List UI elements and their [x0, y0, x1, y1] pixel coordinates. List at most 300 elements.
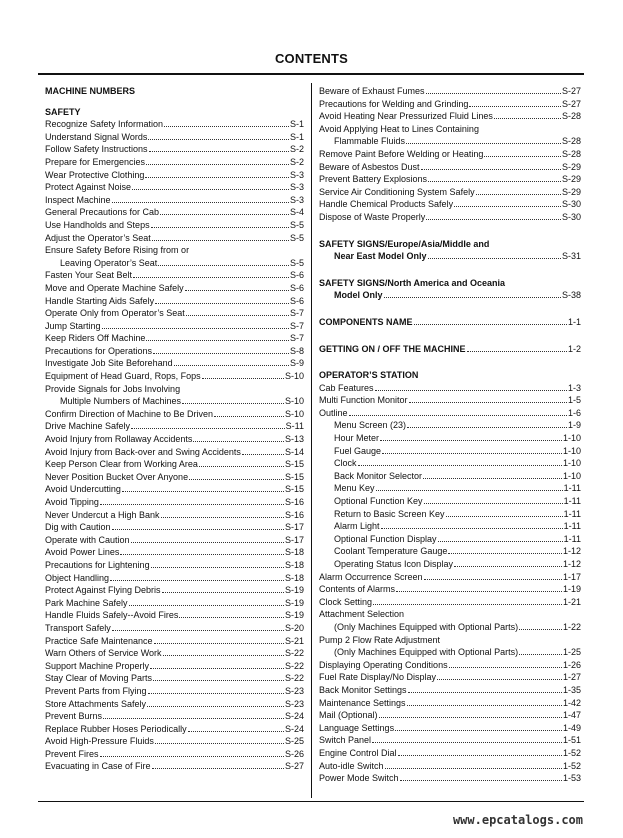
toc-entry[interactable]	[319, 85, 581, 98]
toc-page-number: 1-2	[567, 343, 581, 354]
toc-entry[interactable]	[45, 307, 304, 320]
toc-page-number: 1-11	[563, 496, 581, 507]
toc-entry-title: Drive Machine Safely	[45, 421, 131, 432]
dot-leader	[164, 126, 289, 127]
toc-entry[interactable]	[319, 659, 581, 672]
toc-left-column	[45, 85, 304, 773]
toc-page-number: S-22	[284, 648, 304, 659]
dot-leader	[484, 156, 561, 157]
toc-entry-title: Never Position Bucket Over Anyone	[45, 471, 189, 482]
toc-page-number: S-21	[284, 635, 304, 646]
dot-leader	[373, 604, 562, 605]
toc-entry[interactable]	[45, 282, 304, 295]
toc-entry[interactable]	[319, 571, 581, 584]
toc-entry[interactable]	[319, 470, 581, 483]
toc-entry[interactable]	[319, 722, 581, 735]
toc-entry[interactable]	[45, 433, 304, 446]
dot-leader	[446, 516, 563, 517]
toc-entry[interactable]	[319, 558, 581, 571]
toc-page-number: 1-19	[562, 584, 581, 595]
toc-entry[interactable]	[45, 370, 304, 383]
spacer	[45, 98, 304, 106]
dot-leader	[396, 591, 562, 592]
toc-entry-title: Avoid Injury from Rollaway Accidents	[45, 434, 193, 445]
toc-page-number: S-2	[289, 144, 304, 155]
toc-entry[interactable]	[319, 419, 581, 432]
toc-entry-title: Dispose of Waste Properly	[319, 211, 426, 222]
toc-entry[interactable]	[319, 533, 581, 546]
toc-page-number: S-19	[284, 610, 304, 621]
toc-entry[interactable]	[45, 622, 304, 635]
toc-page-number: S-27	[284, 761, 304, 772]
toc-entry-title: Transport Safely	[45, 622, 111, 633]
dot-leader	[469, 106, 561, 107]
dot-leader	[423, 478, 562, 479]
dot-leader	[153, 353, 289, 354]
toc-entry-title: Contents of Alarms	[319, 584, 396, 595]
toc-entry-title: Stay Clear of Moving Parts	[45, 673, 153, 684]
toc-entry[interactable]	[45, 698, 304, 711]
toc-entry-line: Attachment Selection	[319, 609, 405, 620]
toc-page-number: 1-10	[562, 470, 581, 481]
dot-leader	[407, 427, 567, 428]
toc-entry[interactable]	[319, 211, 581, 224]
toc-page-number: S-5	[289, 257, 304, 268]
toc-entry-title: Alarm Light	[334, 521, 380, 532]
dot-leader	[112, 630, 284, 631]
dot-leader	[131, 428, 285, 429]
toc-entry-title: Park Machine Safely	[45, 597, 128, 608]
toc-page-number: 1-22	[562, 621, 581, 632]
toc-entry-title: Prevent Fires	[45, 748, 99, 759]
dot-leader	[449, 667, 562, 668]
toc-entry[interactable]	[319, 621, 581, 634]
dot-leader	[398, 755, 562, 756]
toc-entry-title: Clock Setting	[319, 596, 373, 607]
toc-entry-title: Adjust the Operator’s Seat	[45, 232, 151, 243]
toc-entry[interactable]	[45, 471, 304, 484]
toc-entry[interactable]	[45, 760, 304, 773]
toc-entry-title: Displaying Operating Conditions	[319, 659, 448, 670]
toc-entry[interactable]	[45, 269, 304, 282]
dot-leader	[122, 491, 284, 492]
toc-entry[interactable]	[45, 572, 304, 585]
section-heading: OPERATOR’S STATION	[319, 370, 419, 381]
toc-entry-title: Return to Basic Screen Key	[334, 508, 445, 519]
toc-entry-title: Fasten Your Seat Belt	[45, 270, 133, 281]
dot-leader	[408, 692, 562, 693]
dot-leader	[448, 553, 562, 554]
toc-page-number: 1-51	[562, 735, 581, 746]
toc-entry[interactable]	[45, 509, 304, 522]
toc-entry-line: Provide Signals for Jobs Involving	[45, 383, 181, 394]
toc-entry-title: Prevent Burns	[45, 711, 103, 722]
dot-leader	[476, 194, 561, 195]
dot-leader	[152, 768, 284, 769]
toc-page-number: S-13	[284, 434, 304, 445]
dot-leader	[100, 756, 284, 757]
toc-page-number: 1-11	[563, 521, 581, 532]
toc-entry-title: Dig with Caution	[45, 522, 111, 533]
dot-leader	[193, 441, 284, 442]
toc-entry-title: Wear Protective Clothing	[45, 169, 145, 180]
section-heading: MACHINE NUMBERS	[45, 86, 135, 96]
toc-entry[interactable]	[45, 143, 304, 156]
toc-entry-title: Optional Function Key	[334, 496, 423, 507]
dot-leader	[155, 743, 284, 744]
toc-entry-title: Avoid Undercutting	[45, 484, 121, 495]
toc-page-number: S-24	[284, 723, 304, 734]
toc-entry[interactable]	[319, 173, 581, 186]
toc-page-number: S-22	[284, 673, 304, 684]
dot-leader	[242, 454, 284, 455]
toc-entry-title: Engine Control Dial	[319, 747, 397, 758]
toc-page-number: S-4	[289, 207, 304, 218]
dot-leader	[186, 315, 289, 316]
toc-entry[interactable]	[45, 446, 304, 459]
toc-entry[interactable]	[45, 521, 304, 534]
toc-entry[interactable]	[45, 131, 304, 144]
toc-entry-title: Cab Features	[319, 382, 374, 393]
toc-entry-title: Back Monitor Selector	[334, 470, 423, 481]
toc-entry[interactable]	[319, 671, 581, 684]
dot-leader	[424, 503, 563, 504]
toc-page-number: S-10	[284, 371, 304, 382]
dot-leader	[132, 189, 289, 190]
toc-entry[interactable]	[45, 458, 304, 471]
dot-leader	[409, 402, 567, 403]
dot-leader	[161, 517, 284, 518]
toc-page-number: S-6	[289, 270, 304, 281]
toc-page-number: 1-27	[562, 672, 581, 683]
toc-entry[interactable]	[319, 646, 581, 659]
toc-entry-line: Avoid Applying Heat to Lines Containing	[319, 123, 479, 134]
toc-entry[interactable]	[319, 457, 581, 470]
toc-entry[interactable]	[45, 723, 304, 736]
toc-page-number: S-15	[284, 484, 304, 495]
dot-leader	[382, 453, 562, 454]
toc-page-number: S-10	[284, 408, 304, 419]
toc-page-number: S-7	[289, 308, 304, 319]
toc-page-number: S-6	[289, 295, 304, 306]
toc-page-number: S-19	[284, 597, 304, 608]
toc-entry-title: Investigate Job Site Beforehand	[45, 358, 173, 369]
dot-leader	[151, 227, 289, 228]
toc-entry-line: Pump 2 Flow Rate Adjustment	[319, 634, 441, 645]
toc-entry[interactable]	[319, 760, 581, 773]
toc-entry[interactable]	[45, 408, 304, 421]
dot-leader	[155, 303, 289, 304]
toc-page-number: 1-1	[567, 316, 581, 327]
toc-page-number: 1-21	[562, 596, 581, 607]
toc-entry-title: Leaving Operator’s Seat	[60, 257, 158, 268]
dot-leader	[214, 416, 284, 417]
toc-entry[interactable]	[319, 508, 581, 521]
toc-entry-title: Operate Only from Operator’s Seat	[45, 308, 185, 319]
toc-right-column	[319, 85, 581, 785]
toc-page-number: S-28	[561, 148, 581, 159]
toc-entry-title: Hour Meter	[334, 433, 380, 444]
toc-entry[interactable]	[45, 660, 304, 673]
toc-entry-title: Power Mode Switch	[319, 773, 399, 784]
section-heading-entry[interactable]	[319, 343, 581, 356]
dot-leader	[154, 643, 284, 644]
toc-entry-title: Understand Signal Words	[45, 131, 148, 142]
toc-page-number: S-3	[289, 194, 304, 205]
dot-leader	[162, 592, 284, 593]
dot-leader	[158, 265, 289, 266]
toc-entry[interactable]	[45, 735, 304, 748]
toc-page-number: S-20	[284, 622, 304, 633]
toc-entry[interactable]	[45, 395, 304, 408]
spacer	[319, 263, 581, 277]
toc-entry-line: Ensure Safety Before Rising from or	[45, 245, 190, 256]
toc-entry[interactable]	[45, 534, 304, 547]
toc-entry-title: Jump Starting	[45, 320, 101, 331]
section-heading-entry[interactable]	[319, 316, 581, 329]
toc-entry[interactable]	[45, 156, 304, 169]
dot-leader	[454, 566, 562, 567]
dot-leader	[110, 580, 284, 581]
toc-page-number: 1-12	[562, 546, 581, 557]
toc-entry-title: Remove Paint Before Welding or Heating	[319, 148, 484, 159]
toc-entry[interactable]	[45, 584, 304, 597]
toc-page-number: S-9	[289, 358, 304, 369]
toc-entry-title: Support Machine Properly	[45, 660, 150, 671]
dot-leader	[199, 466, 284, 467]
toc-entry[interactable]	[45, 748, 304, 761]
dot-leader	[131, 542, 284, 543]
section-heading-entry[interactable]	[319, 250, 581, 263]
toc-entry-title: Use Handholds and Steps	[45, 219, 150, 230]
dot-leader	[120, 554, 284, 555]
dot-leader	[148, 139, 289, 140]
footer-rule	[38, 801, 584, 802]
toc-entry-title: Warn Others of Service Work	[45, 648, 162, 659]
toc-entry[interactable]	[45, 332, 304, 345]
toc-entry[interactable]	[45, 320, 304, 333]
toc-page-number: S-1	[289, 119, 304, 130]
toc-entry[interactable]	[319, 734, 581, 747]
dot-leader	[358, 465, 562, 466]
dot-leader	[421, 169, 561, 170]
dot-leader	[372, 742, 562, 743]
toc-entry[interactable]	[319, 407, 581, 420]
toc-entry[interactable]	[45, 169, 304, 182]
toc-page-number: 1-10	[562, 458, 581, 469]
toc-entry[interactable]	[319, 394, 581, 407]
toc-entry[interactable]	[319, 545, 581, 558]
section-heading: SAFETY SIGNS/North America and Oceania	[319, 277, 506, 288]
toc-entry[interactable]	[45, 118, 304, 131]
dot-leader	[100, 504, 284, 505]
toc-entry[interactable]	[45, 496, 304, 509]
toc-entry[interactable]	[319, 445, 581, 458]
toc-page-number: S-27	[561, 98, 581, 109]
toc-page-number: S-6	[289, 282, 304, 293]
spacer	[319, 224, 581, 238]
toc-entry[interactable]	[319, 520, 581, 533]
toc-entry-title: COMPONENTS NAME	[319, 316, 413, 327]
toc-entry-title: Maintenance Settings	[319, 697, 406, 708]
toc-entry[interactable]	[45, 546, 304, 559]
toc-entry-title: Mail (Optional)	[319, 710, 378, 721]
toc-entry-title: Beware of Asbestos Dust	[319, 161, 420, 172]
toc-entry[interactable]	[45, 597, 304, 610]
toc-entry[interactable]	[319, 697, 581, 710]
dot-leader	[428, 181, 561, 182]
toc-entry-title: Store Attachments Safely	[45, 698, 147, 709]
toc-entry[interactable]	[45, 345, 304, 358]
toc-page-number: S-29	[561, 161, 581, 172]
dot-leader	[147, 706, 284, 707]
dot-leader	[174, 365, 289, 366]
toc-page-number: S-30	[561, 199, 581, 210]
toc-entry[interactable]	[319, 98, 581, 111]
toc-page-number: 1-12	[562, 559, 581, 569]
section-heading-entry[interactable]	[319, 289, 581, 302]
toc-page-number: S-24	[284, 711, 304, 722]
toc-entry-title: General Precautions for Cab	[45, 207, 160, 218]
dot-leader	[437, 679, 562, 680]
dot-leader	[146, 164, 289, 165]
toc-entry[interactable]	[45, 206, 304, 219]
toc-entry-title: Near East Model Only	[334, 251, 427, 262]
toc-entry[interactable]	[45, 232, 304, 245]
toc-entry-title: Beware of Exhaust Fumes	[319, 86, 425, 96]
toc-entry[interactable]	[319, 747, 581, 760]
toc-entry-title: (Only Machines Equipped with Optional Parts)	[334, 621, 519, 632]
dot-leader	[146, 340, 289, 341]
dot-leader	[426, 219, 561, 220]
toc-entry[interactable]	[319, 186, 581, 199]
toc-entry[interactable]	[45, 257, 304, 270]
toc-entry-title: Handle Starting Aids Safely	[45, 295, 155, 306]
dot-leader	[414, 324, 567, 325]
toc-entry-title: Evacuating in Case of Fire	[45, 761, 151, 772]
toc-page-number: 1-47	[562, 710, 581, 721]
toc-entry-title: Precautions for Welding and Grinding	[319, 98, 469, 109]
toc-entry[interactable]	[45, 219, 304, 232]
dot-leader	[202, 378, 284, 379]
toc-entry[interactable]	[319, 161, 581, 174]
toc-page-number: S-8	[289, 345, 304, 356]
toc-page-number: 1-10	[562, 445, 581, 456]
toc-entry[interactable]	[45, 647, 304, 660]
toc-page-number: S-16	[284, 497, 304, 507]
toc-entry-title: Switch Panel	[319, 735, 372, 746]
toc-entry-title: Operate with Caution	[45, 534, 130, 545]
toc-entry[interactable]	[45, 357, 304, 370]
toc-entry-title: Handle Chemical Products Safely	[319, 199, 454, 210]
toc-entry-title: Prepare for Emergencies	[45, 156, 146, 167]
toc-entry-title: Outline	[319, 407, 348, 418]
toc-entry-title: Replace Rubber Hoses Periodically	[45, 723, 187, 734]
toc-entry[interactable]	[319, 596, 581, 609]
toc-entry-title: Multi Function Monitor	[319, 395, 408, 406]
toc-entry[interactable]	[319, 110, 581, 123]
toc-page-number: S-25	[284, 736, 304, 747]
dot-leader	[467, 351, 567, 352]
toc-entry[interactable]	[45, 685, 304, 698]
toc-entry[interactable]	[45, 559, 304, 572]
toc-entry[interactable]	[319, 495, 581, 508]
toc-entry-title: Precautions for Operations	[45, 345, 153, 356]
toc-entry[interactable]	[45, 420, 304, 433]
dot-leader	[153, 680, 284, 681]
dot-leader	[375, 390, 567, 391]
section-heading: SAFETY	[45, 106, 81, 117]
toc-entry-title: Operating Status Icon Display	[334, 559, 454, 569]
toc-page-number: S-2	[289, 156, 304, 167]
title-rule	[38, 73, 584, 75]
toc-entry-title: Multiple Numbers of Machines	[60, 396, 182, 407]
toc-entry[interactable]	[319, 135, 581, 148]
toc-page-number: 1-11	[563, 533, 581, 544]
toc-entry[interactable]	[45, 710, 304, 723]
dot-leader	[376, 490, 563, 491]
toc-entry[interactable]	[45, 181, 304, 194]
toc-entry[interactable]	[45, 609, 304, 622]
toc-page-number: S-11	[285, 421, 304, 432]
toc-page-number: S-27	[561, 86, 581, 96]
toc-entry[interactable]	[319, 382, 581, 395]
toc-entry[interactable]	[319, 684, 581, 697]
toc-page-number: S-29	[561, 186, 581, 197]
toc-page-number: S-23	[284, 685, 304, 696]
dot-leader	[112, 529, 284, 530]
toc-entry-title: Menu Screen (23)	[334, 420, 407, 431]
toc-entry[interactable]	[45, 483, 304, 496]
toc-entry-title: Practice Safe Maintenance	[45, 635, 153, 646]
toc-page-number: S-5	[289, 232, 304, 243]
column-divider	[311, 83, 312, 798]
toc-page-number: 1-5	[567, 395, 581, 406]
toc-entry-title: Handle Fluids Safely--Avoid Fires	[45, 610, 179, 621]
toc-page-number: S-22	[284, 660, 304, 671]
toc-page-number: S-38	[561, 290, 581, 301]
toc-entry[interactable]	[45, 295, 304, 308]
toc-entry-title: Fuel Rate Display/No Display	[319, 672, 437, 683]
dot-leader	[185, 290, 289, 291]
toc-page-number: S-28	[561, 136, 581, 147]
dot-leader	[379, 717, 562, 718]
dot-leader	[148, 693, 284, 694]
toc-entry[interactable]	[45, 635, 304, 648]
toc-entry[interactable]	[45, 194, 304, 207]
toc-entry[interactable]	[319, 709, 581, 722]
toc-entry[interactable]	[319, 772, 581, 785]
dot-leader	[395, 730, 562, 731]
toc-entry[interactable]	[319, 583, 581, 596]
toc-page-number: S-5	[289, 219, 304, 230]
spacer	[319, 302, 581, 316]
toc-page-number: S-15	[284, 459, 304, 470]
toc-page-number: S-28	[561, 111, 581, 122]
toc-entry[interactable]	[319, 198, 581, 211]
toc-entry-title: Never Undercut a High Bank	[45, 509, 160, 520]
toc-entry-title: Back Monitor Settings	[319, 684, 407, 695]
watermark: www.epcatalogs.com	[452, 813, 583, 827]
toc-entry[interactable]	[319, 432, 581, 445]
toc-page-number: 1-35	[562, 684, 581, 695]
toc-page-number: 1-42	[562, 697, 581, 708]
dot-leader	[151, 567, 284, 568]
toc-entry[interactable]	[319, 482, 581, 495]
toc-entry[interactable]	[319, 148, 581, 161]
section-heading: SAFETY SIGNS/Europe/Asia/Middle and	[319, 238, 490, 249]
toc-entry[interactable]	[45, 672, 304, 685]
